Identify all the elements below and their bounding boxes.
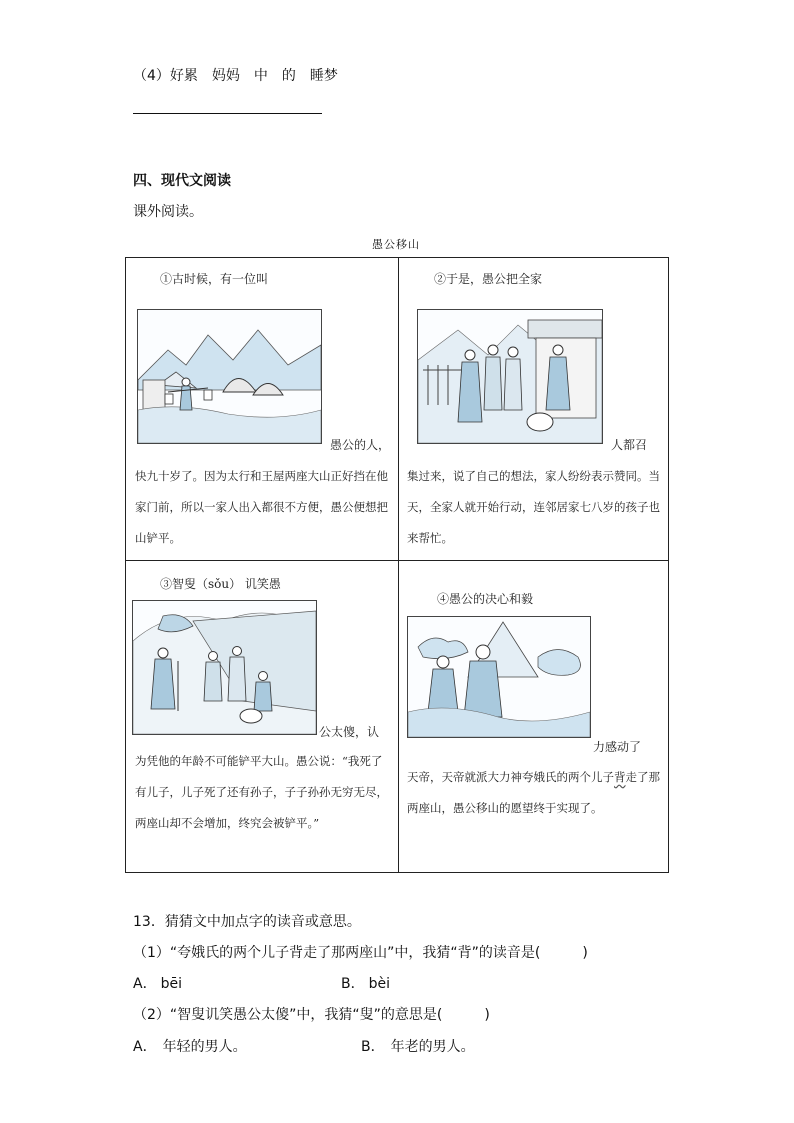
- panel-4-text-pre: 天帝，天帝就派大力神夸娥氏的两个儿子: [407, 770, 614, 784]
- option-letter: A．: [133, 1039, 157, 1055]
- reading-subtitle: 课外阅读。: [133, 204, 203, 220]
- panel-4-text: [407, 762, 663, 824]
- option-letter: A．: [133, 976, 157, 992]
- question-13-stem: 13．猜猜文中加点字的读音或意思。: [133, 914, 361, 930]
- panel-1-after-pic: 愚公的人，: [330, 438, 391, 452]
- panel-1-heading: ①古时候，有一位叫: [160, 272, 269, 286]
- option-1a[interactable]: [133, 975, 182, 993]
- option-2a[interactable]: [133, 1038, 247, 1056]
- option-text: 年老的男人。: [390, 1039, 475, 1055]
- section-title: 四、现代文阅读: [133, 173, 231, 189]
- story-title: 愚公移山: [372, 238, 420, 251]
- panel-3-after-pic: 公太傻，认: [319, 725, 380, 739]
- question-13-1-prompt: （1）“夸娥氏的两个儿子背走了那两座山”中，我猜“背”的读音是( ): [133, 945, 588, 961]
- option-letter: B．: [341, 976, 365, 992]
- panel-2-illustration: [417, 309, 603, 444]
- panel-2-text: 集过来，说了自己的想法，家人纷纷表示赞同。当天，全家人就开始行动，连邻居家七八岁的孩子也来帮忙。: [407, 469, 660, 545]
- panel-4-illustration: [407, 616, 591, 738]
- panel-4-text-post: 走了那两座山，愚公移山的愿望终于实现了。: [407, 770, 660, 815]
- panel-1-illustration: [137, 309, 322, 444]
- dotted-char-bei: 背: [614, 770, 626, 784]
- panel-2-heading: ②于是，愚公把全家: [434, 272, 543, 286]
- option-2b[interactable]: [361, 1038, 475, 1056]
- question-13-2-prompt: （2）“智叟讥笑愚公太傻”中，我猜“叟”的意思是( ): [133, 1007, 490, 1023]
- panel-3-heading: ③智叟（sǒu） 讥笑愚: [160, 577, 281, 591]
- panel-4-after-pic: 力感动了: [593, 740, 642, 754]
- panel-3-illustration: [132, 600, 317, 735]
- q4-item: （4）好累 妈妈 中 的 睡梦: [133, 68, 338, 84]
- panel-3-text: 为凭他的年龄不可能铲平大山。愚公说：“我死了有儿子，儿子死了还有孙子，子子孙孙无穷无尽，两座山却不会增加，终究会被铲平。”: [135, 754, 388, 830]
- option-text: bèi: [368, 976, 390, 992]
- option-letter: B．: [361, 1039, 385, 1055]
- option-text: bēi: [160, 976, 182, 992]
- option-text: 年轻的男人。: [162, 1039, 247, 1055]
- table-divider-h: [126, 560, 668, 561]
- answer-line[interactable]: [133, 113, 322, 114]
- panel-2-after-pic: 人都召: [611, 438, 648, 452]
- panel-4-heading: ④愚公的决心和毅: [437, 592, 534, 606]
- table-divider-v: [398, 258, 399, 872]
- option-1b[interactable]: [341, 975, 390, 993]
- panel-1-text: 快九十岁了。因为太行和王屋两座大山正好挡在他家门前，所以一家人出入都很不方便，愚公便想把山铲平。: [135, 469, 388, 545]
